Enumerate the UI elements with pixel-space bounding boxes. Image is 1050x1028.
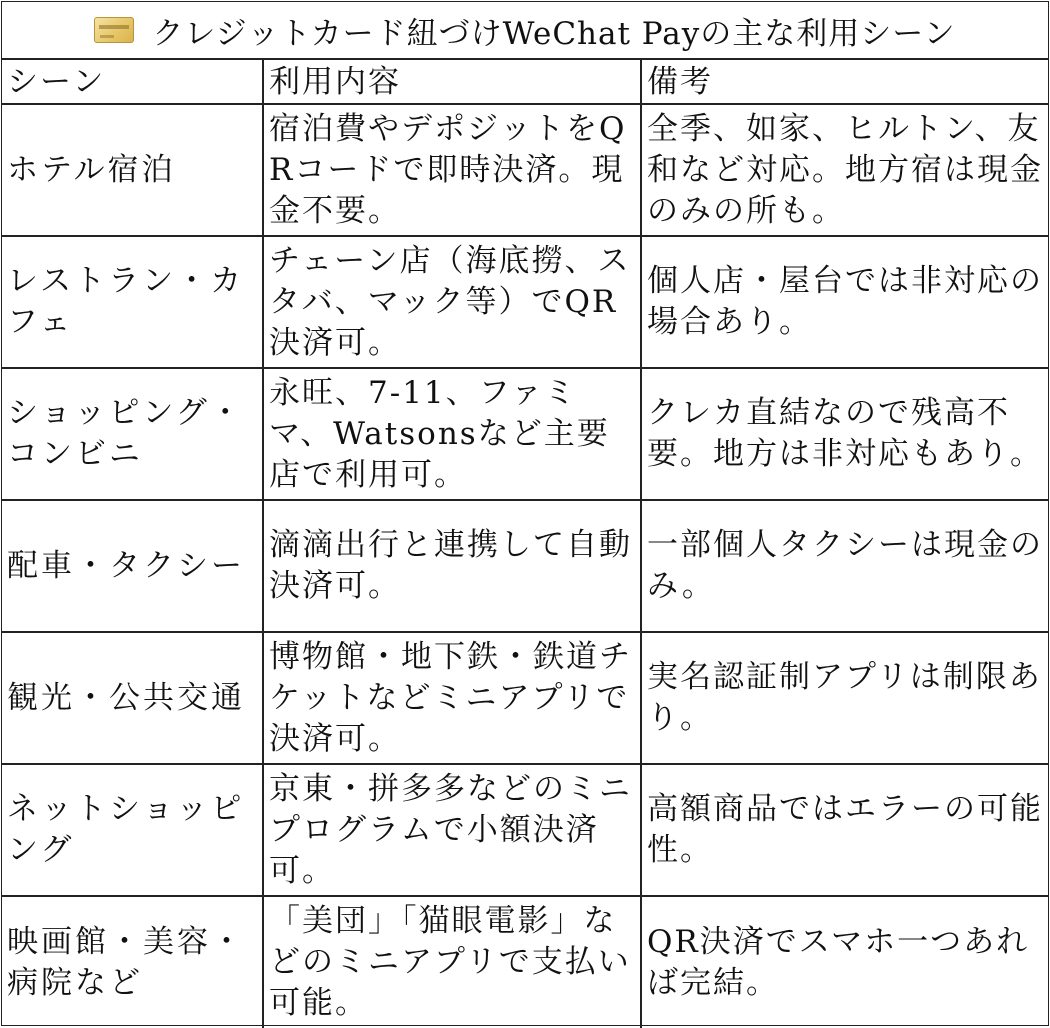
usage-cell: 宿泊費やデポジットをQRコードで即時決済。現金不要。	[263, 104, 641, 236]
table-row	[2, 764, 1048, 896]
note-cell: 個人店・屋台では非対応の場合あり。	[641, 236, 1048, 368]
header-scene: シーン	[2, 60, 263, 104]
table-row	[2, 500, 1048, 632]
scene-cell: レストラン・カフェ	[2, 236, 263, 368]
table-row	[2, 368, 1048, 500]
usage-cell: 博物館・地下鉄・鉄道チケットなどミニアプリで決済可。	[263, 632, 641, 764]
usage-cell: チェーン店（海底撈、スタバ、マック等）でQR決済可。	[263, 236, 641, 368]
usage-cell: 「美団」「猫眼電影」などのミニアプリで支払い可能。	[263, 896, 641, 1028]
table-row	[2, 236, 1048, 368]
page-title: クレジットカード紐づけWeChat Payの主な利用シーン	[152, 15, 956, 52]
note-cell: QR決済でスマホ一つあれば完結。	[641, 896, 1048, 1028]
table-row	[2, 896, 1048, 1028]
table-row	[2, 632, 1048, 764]
header-usage: 利用内容	[263, 60, 641, 104]
scene-cell: 映画館・美容・病院など	[2, 896, 263, 1028]
note-cell: 一部個人タクシーは現金のみ。	[641, 500, 1048, 632]
usage-cell: 永旺、7-11、ファミマ、Watsonsなど主要店で利用可。	[263, 368, 641, 500]
document-sheet	[1, 1, 1049, 1026]
scene-cell: ショッピング・コンビニ	[2, 368, 263, 500]
note-cell: 全季、如家、ヒルトン、友和など対応。地方宿は現金のみの所も。	[641, 104, 1048, 236]
scene-cell: ホテル宿泊	[2, 104, 263, 236]
table-header-row	[2, 60, 1048, 104]
scene-cell: ネットショッピング	[2, 764, 263, 896]
credit-card-icon	[94, 17, 134, 43]
scene-cell: 観光・公共交通	[2, 632, 263, 764]
usage-cell: 滴滴出行と連携して自動決済可。	[263, 500, 641, 632]
scene-cell: 配車・タクシー	[2, 500, 263, 632]
header-note: 備考	[641, 60, 1048, 104]
title-bar	[2, 2, 1048, 60]
note-cell: クレカ直結なので残高不要。地方は非対応もあり。	[641, 368, 1048, 500]
usage-scenes-table	[2, 60, 1048, 1028]
note-cell: 実名認証制アプリは制限あり。	[641, 632, 1048, 764]
usage-cell: 京東・拼多多などのミニプログラムで小額決済可。	[263, 764, 641, 896]
table-row	[2, 104, 1048, 236]
note-cell: 高額商品ではエラーの可能性。	[641, 764, 1048, 896]
